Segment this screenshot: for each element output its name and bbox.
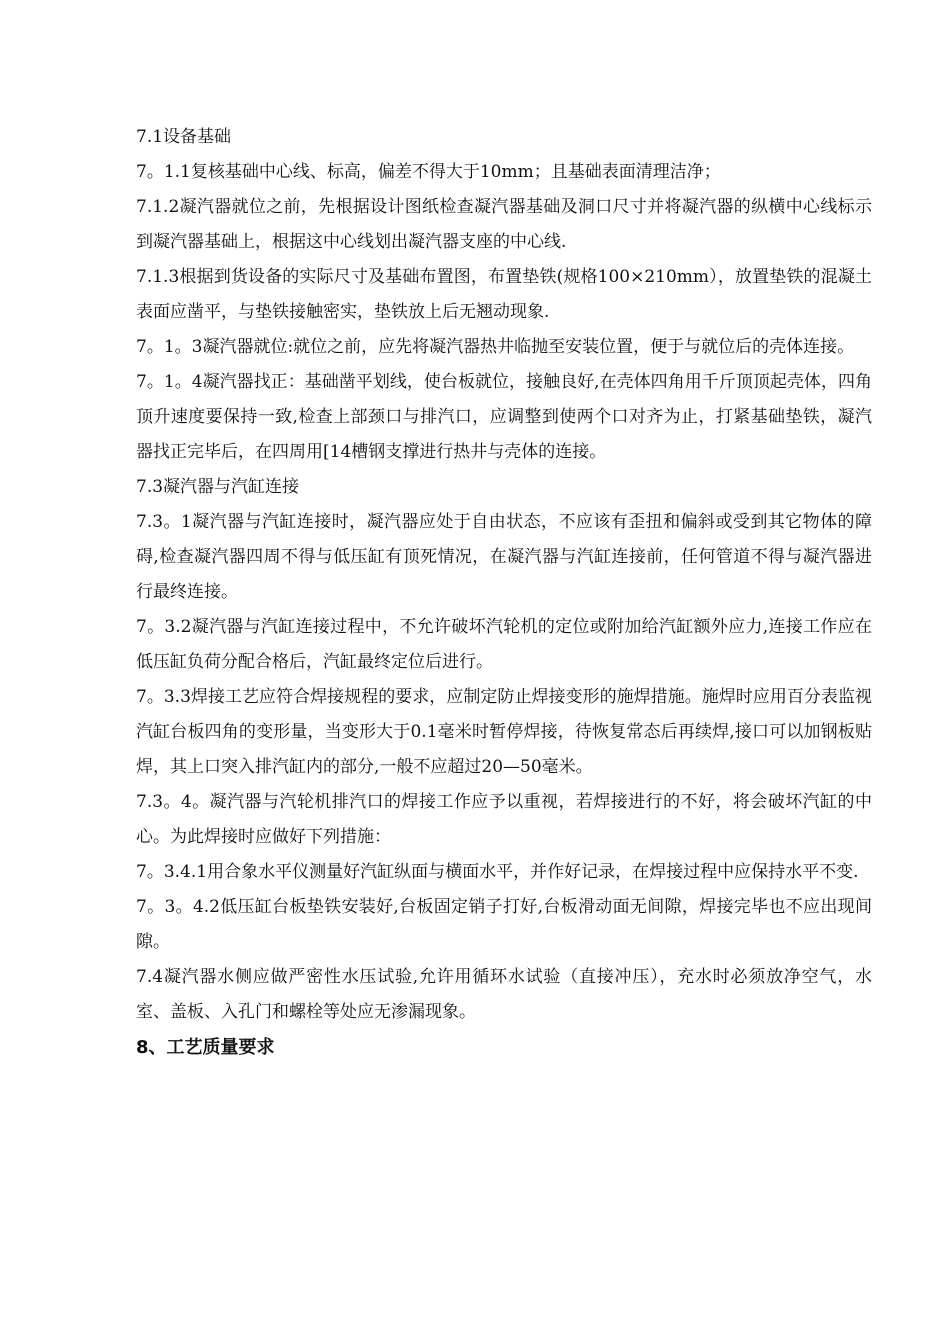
paragraph-7-1: 7.1设备基础 [136,127,232,147]
paragraph-7-3-3: 7。3.3焊接工艺应符合焊接规程的要求，应制定防止焊接变形的施焊措施。施焊时应用百分表监视汽缸台板四角的变形量，当变形大于0.1毫米时暂停焊接，待恢复常态后再续焊,接口可以加钢板贴焊，其上口突入排汽缸内的部分,一般不应超过20—50毫米。 [136,687,872,777]
paragraph-7-1-3: 7.1.3根据到货设备的实际尺寸及基础布置图，布置垫铁(规格100×210mm），放置垫铁的混凝土表面应凿平，与垫铁接触密实，垫铁放上后无翘动现象. [136,267,872,322]
paragraph-7-3: 7.3凝汽器与汽缸连接 [136,477,300,497]
section-heading: 8、工艺质量要求 [136,1037,275,1058]
paragraph-7-3-4: 7.3。4。凝汽器与汽轮机排汽口的焊接工作应予以重视，若焊接进行的不好，将会破坏汽缸的中心。为此焊接时应做好下列措施： [136,792,872,847]
paragraph-7-3-4-1: 7。3.4.1用合象水平仪测量好汽缸纵面与横面水平，并作好记录，在焊接过程中应保持水平不变. [136,862,859,882]
paragraph-7-1-2: 7.1.2凝汽器就位之前，先根据设计图纸检查凝汽器基础及洞口尺寸并将凝汽器的纵横中心线标示到凝汽器基础上，根据这中心线划出凝汽器支座的中心线. [136,197,872,252]
paragraph-7-1-1: 7。1.1复核基础中心线、标高，偏差不得大于10mm；且基础表面清理洁净； [136,162,721,182]
paragraph-7-3-1: 7.3。1凝汽器与汽缸连接时，凝汽器应处于自由状态，不应该有歪扭和偏斜或受到其它物体的障碍,检查凝汽器四周不得与低压缸有顶死情况，在凝汽器与汽缸连接前，任何管道不得与凝汽器进行最终连接。 [136,512,872,602]
document-page [136,120,872,1066]
paragraph-7-4: 7.4凝汽器水侧应做严密性水压试验,允许用循环水试验（直接冲压），充水时必须放净空气，水室、盖板、入孔门和螺栓等处应无渗漏现象。 [136,967,872,1022]
paragraph-7-1-3b: 7。1。3凝汽器就位:就位之前，应先将凝汽器热井临抛至安装位置，便于与就位后的壳体连接。 [136,337,855,357]
paragraph-7-1-4: 7。1。4凝汽器找正：基础凿平划线，使台板就位，接触良好,在壳体四角用千斤顶顶起壳体，四角顶升速度要保持一致,检查上部颈口与排汽口，应调整到使两个口对齐为止，打紧基础垫铁，凝汽器找正完毕后，在四周用[14槽钢支撑进行热井与壳体的连接。 [136,372,872,462]
paragraph-7-3-2: 7。3.2凝汽器与汽缸连接过程中，不允许破坏汽轮机的定位或附加给汽缸额外应力,连接工作应在低压缸负荷分配合格后，汽缸最终定位后进行。 [136,617,872,672]
paragraph-7-3-4-2: 7。3。4.2低压缸台板垫铁安装好,台板固定销子打好,台板滑动面无间隙，焊接完毕也不应出现间隙。 [136,897,872,952]
